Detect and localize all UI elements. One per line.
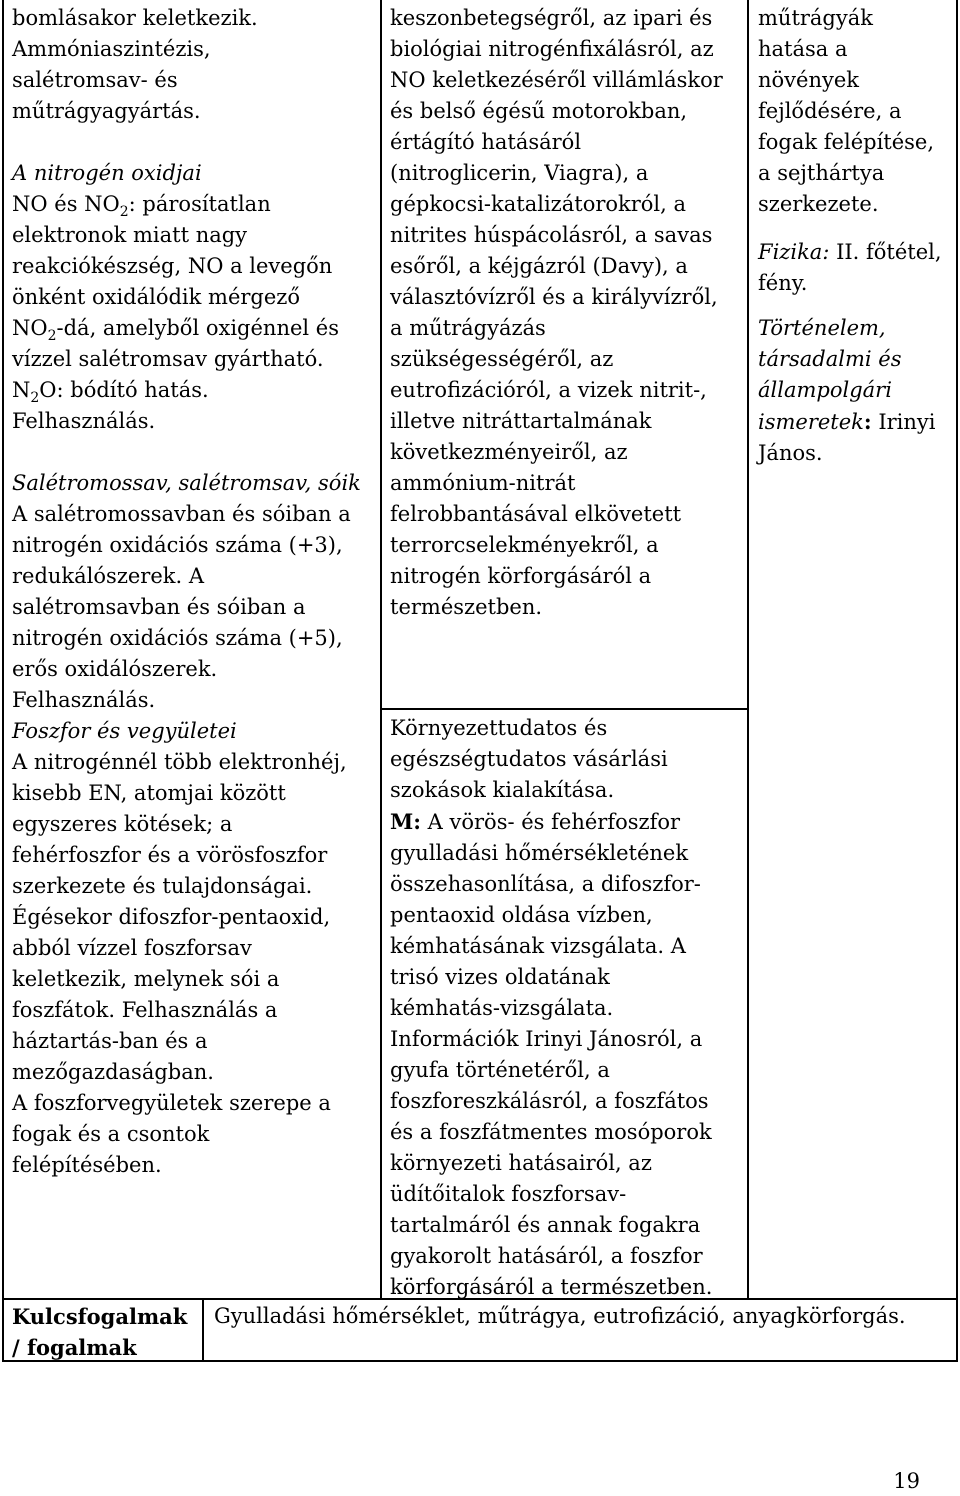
- text-line: szerkezete.: [758, 192, 879, 216]
- text-line: a műtrágyázás: [390, 316, 546, 340]
- inner-divider: [380, 708, 749, 710]
- text-line: Környezettudatos és: [390, 716, 608, 740]
- text-line: Kulcsfogalmak: [12, 1304, 188, 1329]
- text-line: keletkezik, melynek sói a: [12, 967, 280, 991]
- section-heading: Salétromossav, salétromsav, sóik: [12, 471, 361, 495]
- text-line: és a foszfátmentes mosóporok: [390, 1120, 712, 1144]
- text-line: esőről, a kéjgázról (Davy), a: [390, 254, 688, 278]
- page-number: 19: [893, 1469, 920, 1493]
- text-line: szokások kialakítása.: [390, 778, 615, 802]
- text-line: nitrogén oxidációs száma (+3),: [12, 533, 343, 557]
- text-line: reakciókészség, NO a levegőn: [12, 254, 333, 278]
- text-line: felépítésében.: [12, 1153, 162, 1177]
- text-line: a sejthártya: [758, 161, 885, 185]
- text-line: műtrágyák: [758, 6, 873, 30]
- text-line: nitrogén körforgásáról a: [390, 564, 652, 588]
- column-divider-2: [747, 0, 749, 1300]
- text-line: szerkezete és tulajdonságai.: [12, 874, 313, 898]
- text-line: Gyulladási hőmérséklet, műtrágya, eutrofizáció, anyagkörforgás.: [214, 1304, 906, 1328]
- footer-divider: [202, 1300, 204, 1362]
- text-line: nitrogén oxidációs száma (+5),: [12, 626, 343, 650]
- key-concepts-content: [214, 1301, 954, 1332]
- text-line: hatása a: [758, 37, 848, 61]
- text-line: fehérfoszfor és a vörösfoszfor: [12, 843, 328, 867]
- text-line: környezeti hatásairól, az: [390, 1151, 652, 1175]
- text-line: kémhatás-vizsgálata.: [390, 996, 614, 1020]
- text-line: tartalmáról és annak fogakra: [390, 1213, 701, 1237]
- text-line: gyakorolt hatásáról, a foszfor: [390, 1244, 703, 1268]
- text-line: NO és $NO_2$: párosítatlan: [12, 192, 271, 220]
- text-line: egészségtudatos vásárlási: [390, 747, 668, 771]
- text-line: gyulladási hőmérsékletének: [390, 841, 689, 865]
- text-line: háztartás-ban és a: [12, 1029, 208, 1053]
- text-line: fogak és a csontok: [12, 1122, 210, 1146]
- text-line: fogak felépítése,: [758, 130, 935, 154]
- subject-label: Fizika:: [758, 240, 830, 264]
- text-line: ismeretek: Irinyi: [758, 409, 936, 434]
- text-line: erős oxidálószerek.: [12, 657, 218, 681]
- text-line: redukálószerek. A: [12, 564, 205, 588]
- section-heading: A nitrogén oxidjai: [12, 161, 202, 185]
- text-line: (nitroglicerin, Viagra), a: [390, 161, 649, 185]
- text-line: gyufa történetéről, a: [390, 1058, 610, 1082]
- text-line: gépkocsi-katalizátorokról, a: [390, 192, 687, 216]
- text-line: nitrites húspácolásról, a savas: [390, 223, 713, 247]
- text-line: önként oxidálódik mérgező: [12, 285, 301, 309]
- text-line: Ammóniaszintézis,: [12, 37, 211, 61]
- key-concepts-label: [12, 1301, 200, 1363]
- text-line: illetve nitráttartalmának: [390, 409, 652, 433]
- text-line: A salétromossavban és sóiban a: [12, 502, 351, 526]
- text-line: Információk Irinyi Jánosról, a: [390, 1027, 703, 1051]
- text-line: $N_2O$: bódító hatás.: [12, 378, 209, 406]
- text-line: $NO_2-dá$, amelyből oxigénnel és: [12, 316, 339, 344]
- text-line: és belső égésű motorokban,: [390, 99, 688, 123]
- text-line: vízzel salétromsav gyártható.: [12, 347, 324, 371]
- text-line: A foszforvegyületek szerepe a: [12, 1091, 331, 1115]
- table-border-left: [2, 0, 4, 1362]
- column-content: [390, 3, 746, 623]
- text-line: M: A vörös- és fehérfoszfor: [390, 809, 681, 834]
- text-line: terrorcselekményekről, a: [390, 533, 659, 557]
- text-line: következményeiről, az: [390, 440, 628, 464]
- section-heading: Foszfor és vegyületei: [12, 719, 237, 743]
- text-line: A nitrogénnél több elektronhéj,: [12, 750, 347, 774]
- text-line: szükségességéről, az: [390, 347, 614, 371]
- text-line: körforgásáról a természetben.: [390, 1275, 713, 1299]
- text-line: biológiai nitrogénfixálásról, az: [390, 37, 714, 61]
- text-line: salétromsavban és sóiban a: [12, 595, 306, 619]
- text-line: összehasonlítása, a difoszfor-: [390, 872, 701, 896]
- text-line: keszonbetegségről, az ipari és: [390, 6, 713, 30]
- text-line: növények: [758, 68, 860, 92]
- text-line: elektronok miatt nagy: [12, 223, 248, 247]
- text-line: kémhatásának vizsgálata. A: [390, 934, 686, 958]
- text-line: foszforeszkálásról, a foszfátos: [390, 1089, 709, 1113]
- text-line: fény.: [758, 271, 808, 295]
- subject-label: állampolgári: [758, 378, 892, 402]
- text-line: eutrofizációról, a vizek nitrit-,: [390, 378, 707, 402]
- text-line: értágító hatásáról: [390, 130, 582, 154]
- text-line: Fizika: II. főtétel,: [758, 240, 942, 264]
- text-line: egyszeres kötések; a: [12, 812, 233, 836]
- methods-label: M:: [390, 809, 421, 834]
- column-content: [12, 3, 378, 1181]
- table-border-right: [956, 0, 958, 1362]
- text-line: választóvízről és a királyvízről,: [390, 285, 718, 309]
- text-line: természetben.: [390, 595, 543, 619]
- text-line: Felhasználás.: [12, 688, 156, 712]
- text-line: fejlődésére, a: [758, 99, 902, 123]
- text-line: foszfátok. Felhasználás a: [12, 998, 278, 1022]
- column-content: [390, 713, 746, 1303]
- column-content: [758, 3, 954, 469]
- text-line: salétromsav- és: [12, 68, 178, 92]
- text-line: János.: [758, 441, 823, 465]
- text-line: NO keletkezéséről villámláskor: [390, 68, 723, 92]
- text-line: ammónium-nitrát: [390, 471, 576, 495]
- text-line: üdítőitalok foszforsav-: [390, 1182, 627, 1206]
- subject-label: társadalmi és: [758, 347, 902, 371]
- text-line: műtrágyagyártás.: [12, 99, 201, 123]
- subject-label: Történelem,: [758, 316, 886, 340]
- text-line: bomlásakor keletkezik.: [12, 6, 258, 30]
- text-line: mezőgazdaságban.: [12, 1060, 214, 1084]
- text-line: pentaoxid oldása vízben,: [390, 903, 653, 927]
- text-line: kisebb EN, atomjai között: [12, 781, 286, 805]
- text-line: Égésekor difoszfor-pentaoxid,: [12, 905, 331, 929]
- text-line: felrobbantásával elkövetett: [390, 502, 682, 526]
- text-line: abból vízzel foszforsav: [12, 936, 252, 960]
- column-divider-1: [380, 0, 382, 1300]
- text-line: trisó vizes oldatának: [390, 965, 610, 989]
- text-line: Felhasználás.: [12, 409, 156, 433]
- text-line: / fogalmak: [12, 1335, 137, 1360]
